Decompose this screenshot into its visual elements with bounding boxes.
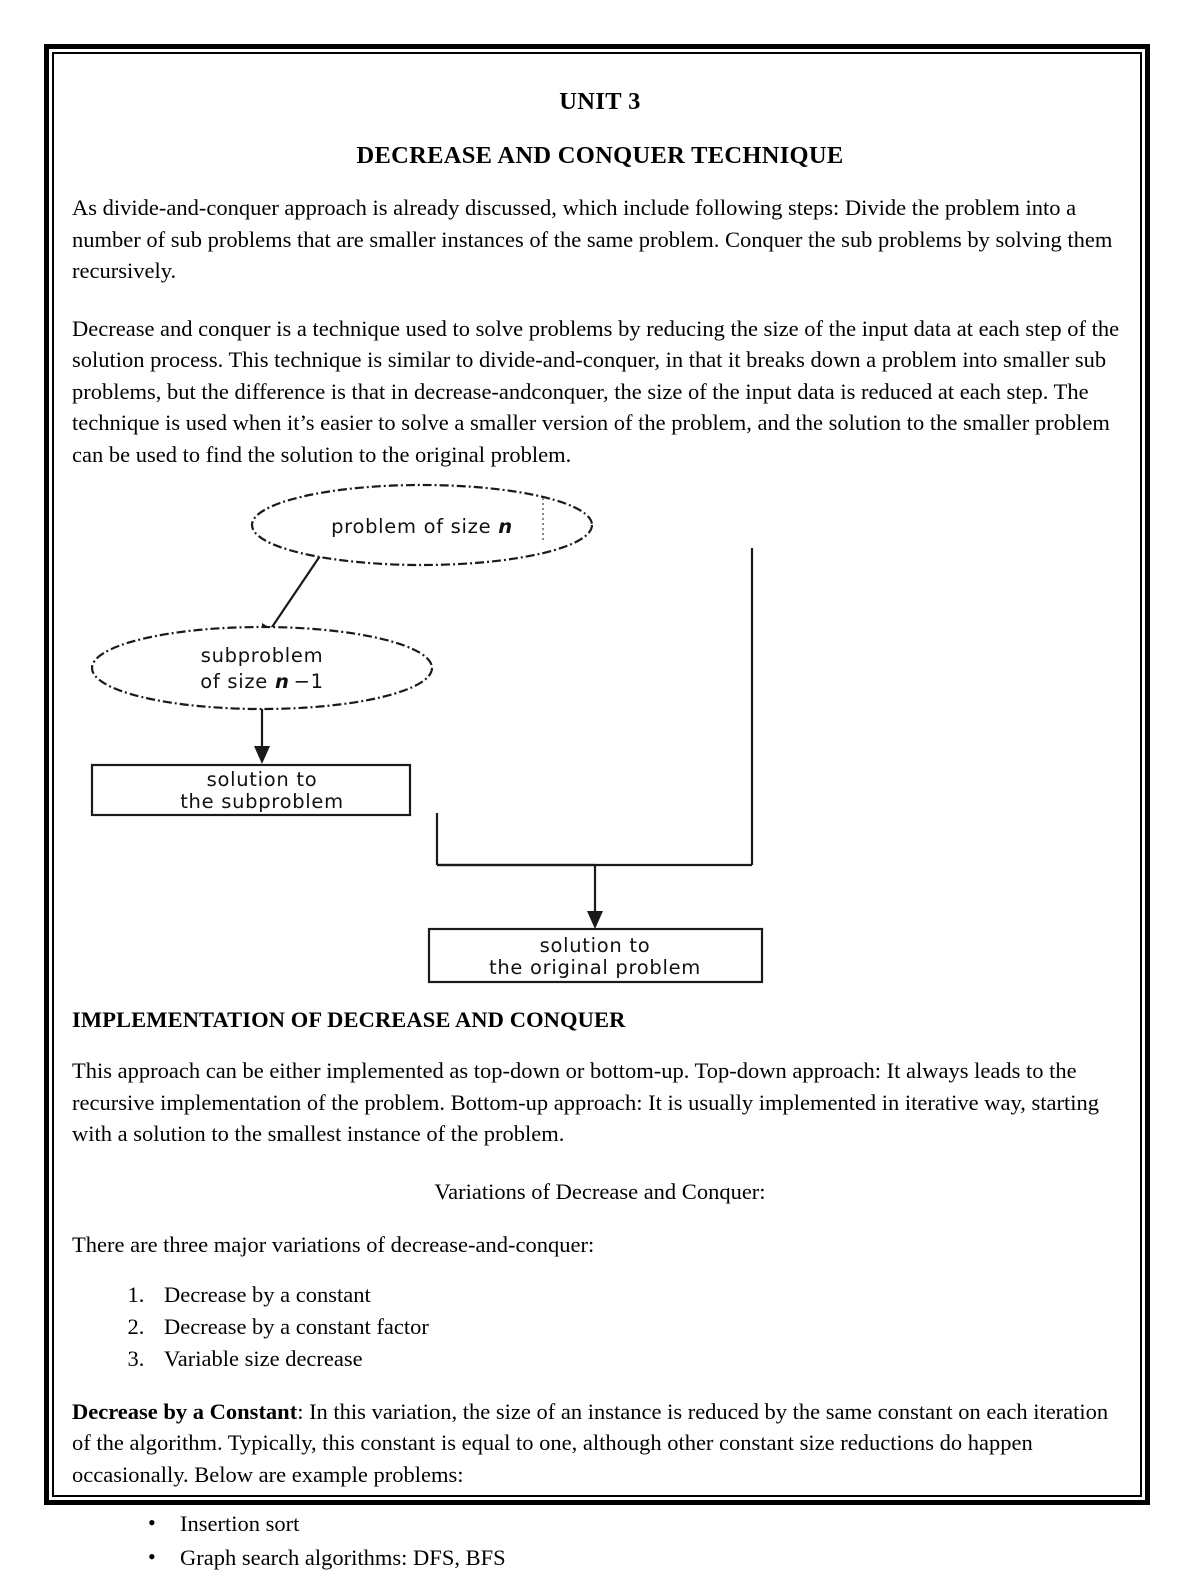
page-title: UNIT 3 xyxy=(559,88,641,115)
list-item: 3. Variable size decrease xyxy=(150,1343,1128,1374)
flow-diagram-svg xyxy=(72,480,1128,985)
paragraph-decrease-and-conquer-definition: Decrease and conquer is a technique used to solve problems by reducing the size of the input data at each step of the solution process. This technique is similar to divide-and-conquer, in that it breaks down a problem into smaller sub problems, but the difference is that in decrease-andconquer, the size of the input data is reduced at each step. The technique is used when it’s easier to solve a smaller version of the problem, and the solution to the smaller problem can be used to find the solution to the original problem. xyxy=(72,315,1120,467)
subproblem-solution-elbow xyxy=(437,813,595,865)
variations-caption: Variations of Decrease and Conquer: xyxy=(434,1178,766,1204)
paragraph-decrease-by-a-constant xyxy=(72,1396,1128,1491)
document-content xyxy=(69,68,1131,1576)
section-heading-implementation: IMPLEMENTATION OF DECREASE AND CONQUER xyxy=(72,1007,626,1032)
recursion-return-path xyxy=(437,548,752,865)
paragraph-divide-and-conquer-intro: As divide-and-conquer approach is already discussed, which include following steps: Divide the problem into a number of sub problems that are smaller instances of the same problem. Conquer the sub problems by solving them recursively. xyxy=(72,195,1113,283)
paragraph-implementation-approaches: This approach can be either implemented as top-down or bottom-up. Top-down approach: It always leads to the recursive implementation of the problem. Bottom-up approach: It is usually implemented in iterative way, starting with a solution to the smallest instance of the problem. xyxy=(72,1058,1100,1146)
node-solution-subproblem-line1: solution to xyxy=(206,768,318,791)
arrowhead-to-original-solution xyxy=(587,911,603,929)
page-border-outer xyxy=(44,44,1150,1570)
list-item: 1. Decrease by a constant xyxy=(150,1279,1128,1310)
node-problem-of-size-n-label: problem of size n xyxy=(331,515,513,538)
page-subtitle: DECREASE AND CONQUER TECHNIQUE xyxy=(356,142,844,169)
decrease-and-conquer-figure xyxy=(72,480,1128,985)
node-subproblem-label-line2: of size n −1 xyxy=(200,670,324,693)
variations-list xyxy=(72,1279,1128,1374)
example-problems-list xyxy=(72,1508,1128,1573)
arrow-problem-to-subproblem xyxy=(268,553,322,633)
node-subproblem-label-line1: subproblem xyxy=(200,644,324,667)
node-subproblem-of-size-n-1 xyxy=(92,627,432,709)
list-item: • Graph search algorithms: DFS, BFS xyxy=(148,1542,1128,1573)
list-item: • Insertion sort xyxy=(148,1508,1128,1539)
node-solution-original-line1: solution to xyxy=(539,934,651,957)
node-solution-subproblem-line2: the subproblem xyxy=(180,790,344,813)
list-item: 2. Decrease by a constant factor xyxy=(150,1311,1128,1342)
decrease-by-constant-body: : In this variation, the size of an instance is reduced by the same constant on each iteration of the algorithm. Typically, this constant is equal to one, although other constant size reductions do happen occasionally. Below are example problems: xyxy=(72,1398,1109,1487)
paragraph-variations-intro: There are three major variations of decrease-and-conquer: xyxy=(72,1232,595,1257)
arrowhead-subproblem-to-solution xyxy=(254,746,270,764)
node-solution-original-line2: the original problem xyxy=(489,956,701,979)
decrease-by-constant-lead: Decrease by a Constant xyxy=(72,1398,298,1424)
page-border-inner xyxy=(52,52,1142,1570)
